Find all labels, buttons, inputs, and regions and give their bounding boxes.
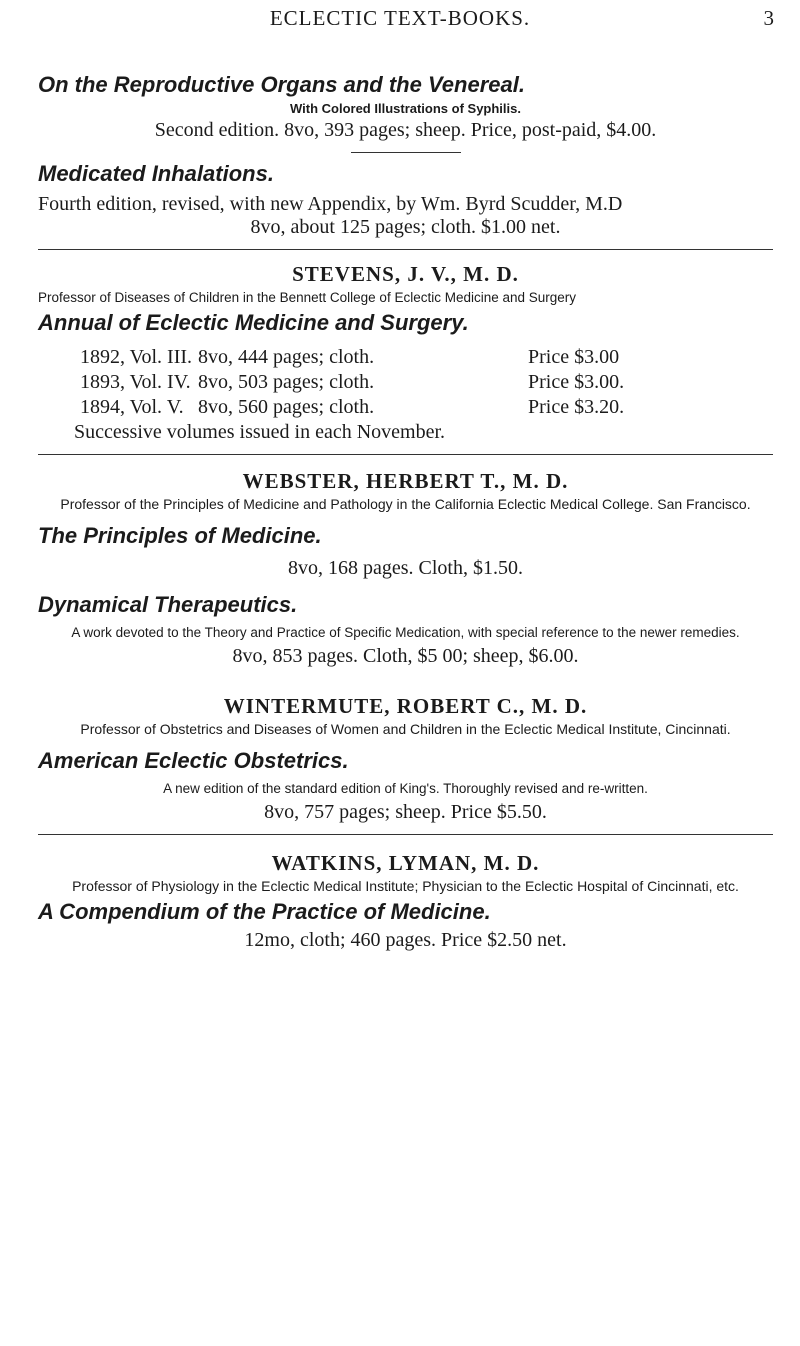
author-name: WEBSTER, HERBERT T., M. D.	[242, 469, 569, 493]
book-detail: Second edition. 8vo, 393 pages; sheep. Price, post-paid, $4.00.	[154, 119, 657, 141]
entry-watkins	[38, 851, 773, 952]
volume-desc: 8vo, 444 pages; cloth.	[198, 346, 375, 368]
book-detail: 8vo, 168 pages. Cloth, $1.50.	[288, 557, 523, 579]
volume-row	[80, 371, 773, 394]
book-detail: Fourth edition, revised, with new Appendix, by Wm. Byrd Scudder, M.D	[38, 193, 623, 215]
entry-stevens	[38, 262, 773, 444]
author-affiliation: Professor of Physiology in the Eclectic Medical Institute; Physician to the Eclectic Hospital of Cincinnati, etc.	[72, 878, 739, 894]
entry-webster	[38, 469, 773, 668]
volume-row	[80, 396, 773, 419]
book-detail: 8vo, 853 pages. Cloth, $5 00; sheep, $6.00.	[232, 645, 579, 667]
entry-venereal	[38, 72, 773, 142]
catalog-content	[38, 72, 773, 952]
volume-price: Price $3.20.	[528, 396, 625, 418]
author-name: WINTERMUTE, ROBERT C., M. D.	[223, 694, 588, 718]
book-title: Annual of Eclectic Medicine and Surgery.	[38, 310, 469, 335]
volume-list	[38, 346, 773, 419]
author-name: WATKINS, LYMAN, M. D.	[271, 851, 540, 875]
book-subtitle: With Colored Illustrations of Syphilis.	[289, 101, 521, 116]
author-affiliation: Professor of Diseases of Children in the Bennett College of Eclectic Medicine and Surgery	[38, 290, 577, 305]
book-title: American Eclectic Obstetrics.	[38, 748, 349, 773]
book-title: Dynamical Therapeutics.	[38, 592, 298, 617]
volume-year: 1893, Vol. IV.	[80, 371, 191, 393]
volume-year: 1892, Vol. III.	[80, 346, 193, 368]
volume-desc: 8vo, 560 pages; cloth.	[198, 396, 375, 418]
volume-row	[80, 346, 773, 369]
book-detail: 8vo, about 125 pages; cloth. $1.00 net.	[250, 216, 561, 238]
volume-desc: 8vo, 503 pages; cloth.	[198, 371, 375, 393]
book-note: A work devoted to the Theory and Practice of Specific Medication, with special reference to the newer remedies.	[71, 625, 740, 640]
book-title: Medicated Inhalations.	[38, 161, 274, 186]
entry-inhalations	[38, 161, 773, 239]
page-number: 3	[763, 6, 774, 30]
book-note: A new edition of the standard edition of King's. Thoroughly revised and re-written.	[163, 781, 648, 796]
running-head: ECLECTIC TEXT-BOOKS.	[269, 6, 531, 30]
author-name: STEVENS, J. V., M. D.	[292, 262, 519, 286]
book-detail: 12mo, cloth; 460 pages. Price $2.50 net.	[244, 929, 567, 951]
author-affiliation: Professor of Obstetrics and Diseases of Women and Children in the Eclectic Medical Institute, Cincinnati.	[80, 721, 731, 737]
book-detail: 8vo, 757 pages; sheep. Price $5.50.	[264, 801, 547, 823]
entry-wintermute	[38, 694, 773, 824]
volume-price: Price $3.00.	[528, 371, 625, 393]
volume-year: 1894, Vol. V.	[80, 396, 184, 418]
volume-price: Price $3.00	[528, 346, 620, 368]
book-title: On the Reproductive Organs and the Venereal.	[38, 72, 525, 97]
series-note: Successive volumes issued in each November.	[74, 421, 446, 443]
author-affiliation: Professor of the Principles of Medicine and Pathology in the California Eclectic Medical College. San Francisco.	[60, 496, 751, 512]
book-title: The Principles of Medicine.	[38, 523, 322, 548]
book-title: A Compendium of the Practice of Medicine.	[38, 899, 491, 924]
